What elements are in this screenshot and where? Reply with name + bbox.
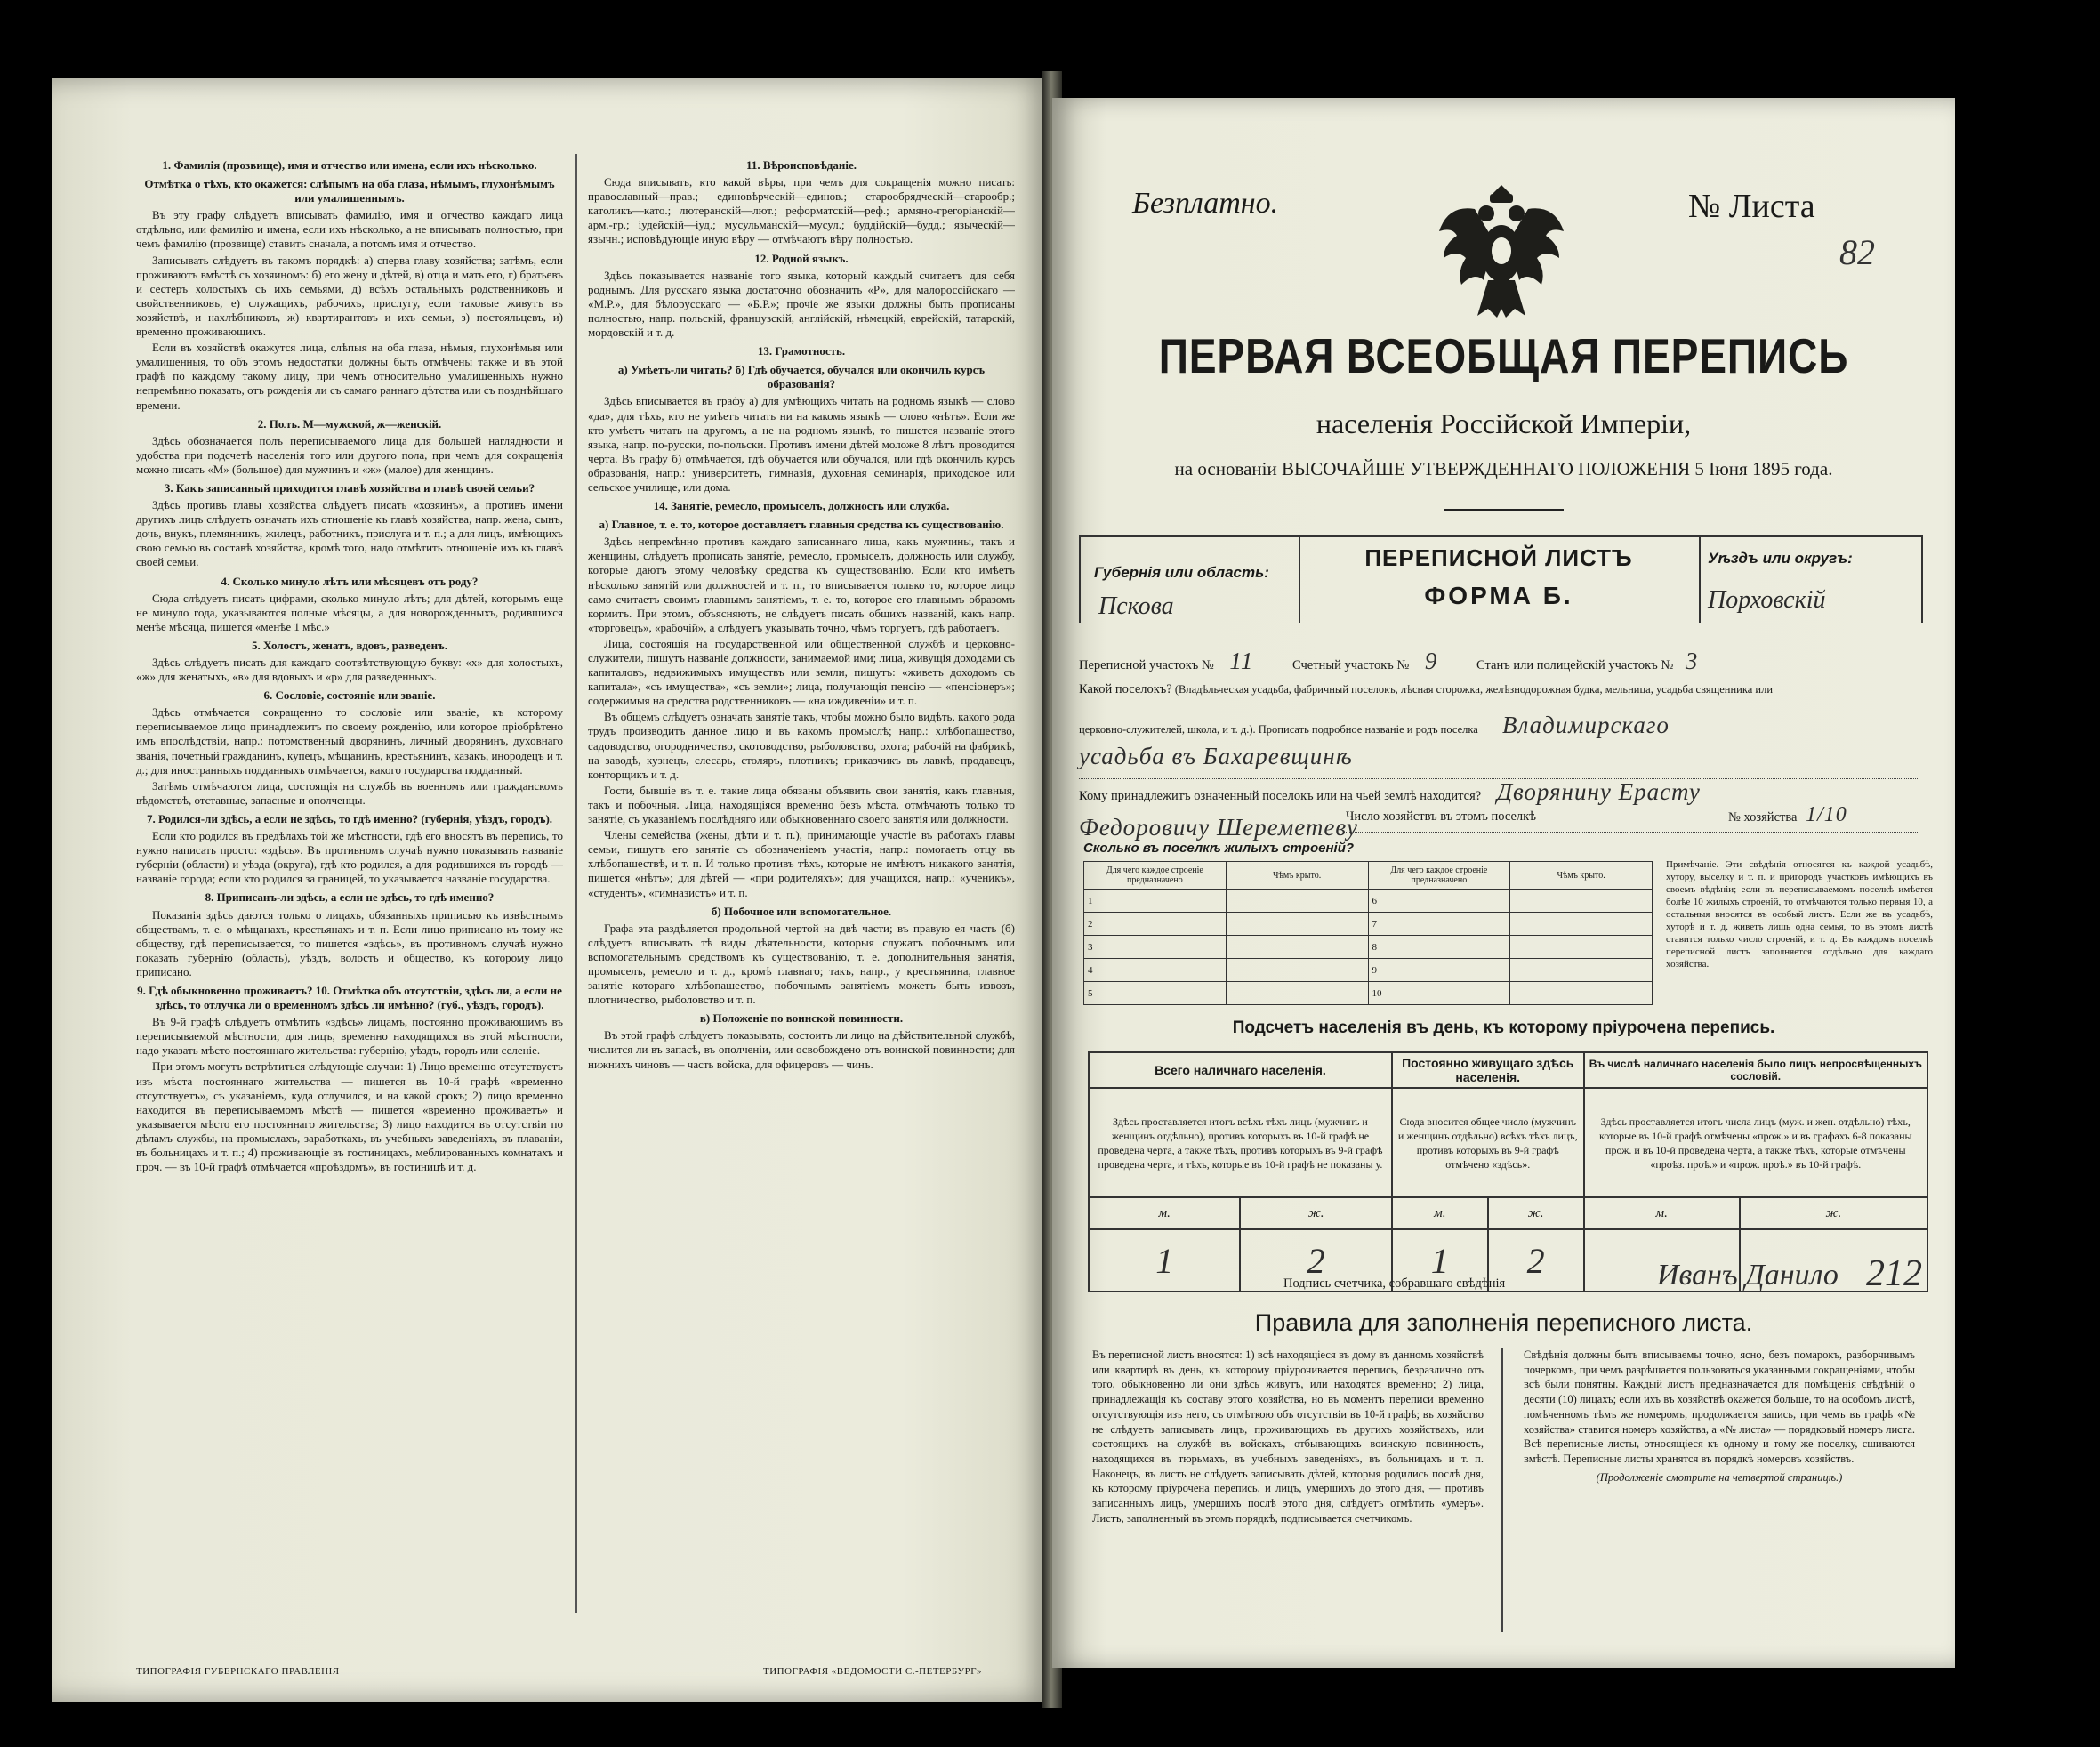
pop-desc-nonresident: Здѣсь проставляется итогъ числа лицъ (муж. и жен. отдѣльно) тѣхъ, которые въ 10-й графѣ отмѣчены «прож.» и въ графахъ 6-8 показаны прож. и въ 10-й проведена черта, а также тѣхъ, которые отмѣчены «проѣз. проѣ.» и «прож. проѣ.» въ 10-й графѣ. <box>1584 1088 1927 1197</box>
struct-row-no: 7 <box>1368 913 1510 936</box>
struct-col-purpose-2: Для чего каждое строеніе предназначено <box>1368 862 1510 890</box>
section-heading: а) Главное, т. е. то, которое доставляетъ главныя средства къ существованію. <box>599 518 1004 532</box>
section-paragraph: Здѣсь отмѣчается сокращенно то сословіе или званіе, къ которому переписываемое лицо принадлежитъ по своему рожденію, или которое пріобрѣтено имъ впослѣдствіи, напр.: потомственный дворянинъ, личный дворянинъ, духовнаго званія, почетный гражданинъ, купецъ, мѣщанинъ, крестьянинъ, казакъ, инородецъ и т. д.; для иностранныхъ подданныхъ отмѣчается, какого государства подданный. <box>136 705 563 777</box>
struct-col-purpose: Для чего каждое строеніе предназначено <box>1084 862 1227 890</box>
count-district-hw: 9 <box>1424 648 1438 674</box>
section-paragraph: Въ этой графѣ слѣдуетъ показывать, состоитъ ли лицо на дѣйствительной службѣ, числится ли въ запасѣ, въ ополченіи, или освобождено отъ воинской повинности; для нижнихъ чиновъ — часть войска, для офицеровъ — чинъ. <box>588 1028 1015 1071</box>
permanent-male-count: 1 <box>1392 1229 1488 1292</box>
pop-col-total: Всего наличнаго населенія. <box>1089 1052 1392 1088</box>
section-heading: 13. Грамотность. <box>757 344 846 358</box>
form-header-box <box>1079 535 1923 623</box>
settlement-note-2: церковно-служителей, школа, и т. д.). Прописать подробное названіе и родъ поселка <box>1079 723 1478 736</box>
structures-note: Примѣчаніе. Эти свѣдѣнія относятся къ каждой усадьбѣ, хутору, выселку и т. п. и пригородъ участковъ имѣющихъ въ своемъ вѣдѣніи; если въ переписываемомъ поселкѣ имѣется болѣе 10 жилыхъ строеній, то отмѣчаются только первыя 10, а остальныя вносятся въ особый листъ. Если же въ усадьбѣ, хуторѣ и т. д. живетъ лишь одна семья, то въ этомъ листѣ ставится только число строеній, и т. д. Въ каждомъ поселкѣ переписной листъ заполняется отдѣльно для каждаго хозяйства. <box>1666 859 1933 970</box>
section-paragraph: Показанія здѣсь даются только о лицахъ, обязанныхъ приписью къ извѣстнымъ обществамъ, т. е. о мѣщанахъ, крестьянахъ и т. п. Если лицо приписано къ тому же обществу, гдѣ переписывается, то пишется «здѣсь», въ противномъ случаѣ нужно показать губернію (область), уѣздъ, волость и общество, къ которому лицо приписано. <box>136 907 563 978</box>
section-heading: 9. Гдѣ обыкновенно проживаетъ? 10. Отмѣтка объ отсутствіи, здѣсь ли, а если не здѣсь, то отлучка ли о временномъ здѣсь ли имѣнно? (губ., уѣздъ, городъ). <box>137 983 562 1012</box>
pop-desc-total: Здѣсь проставляется итогъ всѣхъ тѣхъ лицъ (мужчинъ и женщинъ отдѣльно), противъ которыхъ въ 10-й графѣ не проведена черта, а также тѣхъ, противъ которыхъ въ 9-й графѣ проведена черта, и тѣхъ, которые въ 10-й графѣ не показаны у. <box>1089 1088 1392 1197</box>
settlement-name-hw-2: усадьба въ Бахаревщинѣ <box>1079 743 1353 769</box>
struct-row-no: 10 <box>1368 982 1510 1005</box>
left-page <box>52 78 1052 1702</box>
pop-col-permanent: Постоянно живущаго здѣсь населенія. <box>1392 1052 1584 1088</box>
struct-row-no: 2 <box>1084 913 1227 936</box>
section-paragraph: Здѣсь обозначается полъ переписываемого лица для большей наглядности и удобства при подсчетѣ населенія того или другого пола, при чемъ для сокращенія можно писать «М» (большое) для мужчинъ и «ж» (малое) для женщинъ. <box>136 433 563 476</box>
struct-row-no: 3 <box>1084 936 1227 959</box>
population-table <box>1088 1051 1928 1292</box>
section-heading: 2. Полъ. М—мужской, ж—женскій. <box>257 416 442 431</box>
pop-col-nonresident: Въ числѣ наличнаго населенія было лицъ непросвѣщенныхъ сословій. <box>1584 1052 1927 1088</box>
section-heading: 6. Сословіе, состояніе или званіе. <box>263 688 436 703</box>
section-paragraph: Здѣсь противъ главы хозяйства слѣдуетъ писать «хозяинъ», а противъ имени другихъ лицъ слѣдуетъ означать ихъ отношеніе къ главѣ хозяйства, напр. жена, сынъ, дочь, внукъ, племянникъ, жилецъ, работникъ, прислуга и т. п.; а для лицъ, имѣющихъ свою семью въ составѣ хозяйства, кромѣ того, надо отмѣтить отношеніе ихъ къ главѣ своей семьи. <box>136 498 563 569</box>
section-paragraph: Затѣмъ отмѣчаются лица, состоящія на службѣ въ военномъ или гражданскомъ вѣдомствѣ, отставные, запасные и ополченцы. <box>136 778 563 807</box>
sheet-number-handwritten: 82 <box>1839 232 1875 272</box>
section-paragraph: Здѣсь вписывается въ графу а) для умѣющихъ читать на родномъ языкѣ — слово «да», для тѣхъ, кто не умѣетъ читать ни на какомъ языкѣ — слово «нѣтъ». Если же кто умѣетъ читать на другомъ, а не на родномъ языкѣ, то пишется названіе этого языка, напр. по-русски, по-польски. Противъ имени дѣтей моложе 8 лѣтъ проводится черта. Въ графу б) отмѣчается, гдѣ обучается или обучался, или гдѣ окончилъ курсъ образованія, напр.: университетъ, гимназія, духовная семинарія, приходское или сельское училище, или дома. <box>588 394 1015 494</box>
count-district-label: Счетный участокъ № <box>1292 658 1410 672</box>
owner-hw: Дворянину Ерасту <box>1496 778 1701 805</box>
sex-female-header: ж. <box>1240 1197 1391 1229</box>
guberniya-label: Губернія или область: <box>1094 564 1269 581</box>
left-column-1 <box>136 154 563 1613</box>
section-heading: 12. Родной языкъ. <box>754 251 849 265</box>
footer-printer-left: ТИПОГРАФІЯ ГУБЕРНСКАГО ПРАВЛЕНІЯ <box>136 1666 340 1677</box>
rules-title: Правила для заполненія переписного листа. <box>1254 1309 1753 1336</box>
census-district-hw: 11 <box>1229 648 1254 674</box>
sex-female-header: ж. <box>1488 1197 1584 1229</box>
settlement-note: (Владѣльческая усадьба, фабричный поселокъ, лѣсная сторожка, желѣзнодорожная будка, мельница, усадьба священника или <box>1174 683 1774 696</box>
section-paragraph: Если кто родился въ предѣлахъ той же мѣстности, гдѣ его вносятъ въ перепись, то нужно написать просто: «здѣсь». Въ противномъ случаѣ нужно показывать названіе губерніи (области) и уѣзда (округа), гдѣ кто родился, а для родившихся въ городѣ — названіе города; если кто родился за границей, то указывается названіе государства. <box>136 829 563 886</box>
section-paragraph: При этомъ могутъ встрѣтиться слѣдующіе случаи: 1) Лицо временно отсутствуетъ изъ мѣста постояннаго жительства — пишется въ 10-й графѣ «временно отсутствуетъ», съ указаніемъ, куда отлучился, и на какой срокъ; 2) лицо временно находится въ переписываемомъ мѣстѣ — пишется «временно проживаетъ» и указывается мѣсто его постояннаго жительства; 3) лицо находится въ отсутствіи по дѣламъ службы, на промыслахъ, заработкахъ, въ учебныхъ заведеніяхъ, въ плаваніи, въ больницахъ и т. п.; 4) проживающіе въ гостиницахъ, меблированныхъ комнатахъ и проч. — въ 10-й графѣ отмѣчается «проѣздомъ», въ гостиницѣ и т. д. <box>136 1059 563 1174</box>
settlement-line-3 <box>1079 743 1353 770</box>
section-heading: 11. Вѣроисповѣданіе. <box>746 158 857 172</box>
free-label: Безплатно. <box>1132 187 1279 220</box>
title-rule <box>1444 509 1564 511</box>
section-heading: а) Умѣетъ-ли читать? б) Гдѣ обучается, обучался или окончилъ курсъ образованія? <box>617 363 986 391</box>
section-paragraph: Записывать слѣдуетъ въ такомъ порядкѣ: а) сперва главу хозяйства; затѣмъ, если проживаютъ вмѣстѣ съ хозяиномъ: б) его жену и дѣтей, в) отца и мать его, г) братьевъ и сестеръ холостыхъ съ ихъ семьями, д) всѣхъ остальныхъ родственниковъ и свойственниковъ, е) служащихъ, рабочихъ, прислугу, если таковые живутъ въ хозяйствѣ, и нахлѣбниковъ, ж) квартирантовъ и ихъ семьи, з) постояльцевъ, и) временно проживающихъ. <box>136 253 563 339</box>
enumerator-signature-label: Подпись счетчика, собравшаго свѣдѣнія <box>1283 1276 1506 1291</box>
section-paragraph: Гости, бывшіе въ т. е. такие лица обязаны объявить свои занятія, какъ главныя, такъ и побочныя. Лица, находящіяся временно безъ мѣста, отмѣчаютъ только то занятіе, съ указаніемъ послѣдняго или обыкновеннаго своего занятія или должности. <box>588 783 1015 826</box>
document-title: ПЕРВАЯ ВСЕОБЩАЯ ПЕРЕПИСЬ <box>1158 328 1849 383</box>
rules-column-2 <box>1524 1348 1915 1641</box>
sheet-number-label: № Листа <box>1688 188 1815 225</box>
household-no-hw: 1/10 <box>1806 803 1847 826</box>
uezd-label: Уѣздъ или округъ: <box>1708 550 1853 567</box>
guberniya-handwritten: Пскова <box>1098 592 1174 620</box>
section-paragraph: Въ общемъ слѣдуетъ означать занятіе такъ, чтобы можно было видѣть, какого рода трудъ производитъ данное лицо и въ какомъ промыслѣ; напр.: хлѣбопашество, садоводство, огородничество, скотоводство, рыболовство, охота; рабочій на фабрикѣ, на заводѣ, кузнецъ, слесарь, столяръ, плотникъ; приказчикъ въ лавкѣ, продавецъ, конторщикъ и т. д. <box>588 710 1015 781</box>
right-page <box>1052 98 1955 1668</box>
sex-male-header: м. <box>1392 1197 1488 1229</box>
uezd-handwritten: Порховскій <box>1708 586 1826 614</box>
struct-row-no: 5 <box>1084 982 1227 1005</box>
section-paragraph: Въ 9-й графѣ слѣдуетъ отмѣтить «здѣсь» лицамъ, постоянно проживающимъ въ переписываемой мѣстности; для лицъ, временно находящихся въ этой мѣстности, надо указать мѣсто постояннаго жительства: губернію, уѣздъ, городъ или селеніе. <box>136 1015 563 1058</box>
section-heading: 8. Приписанъ-ли здѣсь, а если не здѣсь, то гдѣ именно? <box>205 890 495 905</box>
owner-hw-2: Федоровичу Шереметеву <box>1079 814 1359 841</box>
section-heading: Отмѣтка о тѣхъ, кто окажется: слѣпымъ на оба глаза, нѣмымъ, глухонѣмымъ или умалишеннымъ. <box>144 177 555 205</box>
settlement-label: Какой поселокъ? <box>1079 682 1172 696</box>
section-heading: 7. Родился-ли здѣсь, а если не здѣсь, то гдѣ именно? (губернія, уѣздъ, городъ). <box>146 811 553 825</box>
section-paragraph: Лица, состоящія на государственной или общественной службѣ и церковно-служители, пишутъ названіе должности, занимаемой ими; лица, живущія доходами съ капиталовъ, недвижимыхъ имуществъ или земли, пишутъ: «живетъ доходомъ съ капитала», «съ имущества», «съ земли»; лица, получающія пенсію — «пенсіонеръ»; содержимыя на средства родственниковъ — «на иждивеніи» и т. п. <box>588 636 1015 708</box>
struct-col-roof: Чѣмъ крыто. <box>1226 862 1368 890</box>
section-heading: 3. Какъ записанный приходится главѣ хозяйства и главѣ своей семьи? <box>164 480 535 495</box>
permanent-female-count: 2 <box>1488 1229 1584 1292</box>
structures-label: Сколько въ поселкѣ жилыхъ строеній? <box>1083 841 1355 856</box>
section-paragraph: Сюда вписывать, кто какой вѣры, при чемъ для сокращенія можно писать: православный—прав.; единовѣрческій—единов.; старообрядческій—старообр.; католикъ—като.; лютеранскій—лют.; реформатскій—реф.; армяно-грегоріанскій—арм.-гр.; іудейскій—іуд.; мусульманскій—мусул.; буддійскій—будд.; языческій—язычн.; исповѣдующіе иную вѣру — отмѣчаютъ вѣру полностью. <box>588 175 1015 246</box>
sex-male-header: м. <box>1584 1197 1740 1229</box>
document-subtitle: населенія Россійской Имперіи, <box>1316 407 1692 439</box>
household-no-label: № хозяйства <box>1728 810 1798 825</box>
form-title: ПЕРЕПИСНОЙ ЛИСТЪ <box>1364 544 1633 571</box>
rules-divider <box>1501 1348 1503 1632</box>
section-paragraph: Здѣсь показывается названіе того языка, который каждый считаетъ для себя роднымъ. Для русскаго языка достаточно обозначить «Р», для малороссійскаго — «М.Р.», для бѣлорусскаго — «Б.Р.»; прочіе же языки должны быть прописаны полностью, напр. польскій, французскій, англійскій, нѣмецкій, еврейскій, татарскій, мордовскій и т. д. <box>588 268 1015 340</box>
district-line <box>1079 648 1698 675</box>
settlement-line <box>1079 682 1773 697</box>
settlement-name-hw: Владимирскаго <box>1501 712 1670 738</box>
total-female-count: 2 <box>1240 1229 1391 1292</box>
section-heading: в) Положеніе по воинской повинности. <box>699 1011 904 1026</box>
left-column-2 <box>588 154 1015 1613</box>
households-line <box>1346 809 1536 825</box>
column-divider <box>575 154 577 1613</box>
form-subtitle: ФОРМА Б. <box>1424 582 1573 609</box>
sex-male-header: м. <box>1089 1197 1240 1229</box>
owner-line-2 <box>1079 814 1358 841</box>
population-heading: Подсчетъ населенія въ день, къ которому пріурочена перепись. <box>1232 1018 1775 1037</box>
rules-continued-note: (Продолженіе смотрите на четвертой страницѣ.) <box>1596 1470 1843 1484</box>
struct-row-no: 9 <box>1368 959 1510 982</box>
owner-line <box>1079 778 1701 806</box>
census-district-label: Переписной участокъ № <box>1079 658 1214 672</box>
structures-table <box>1083 861 1653 1005</box>
total-male-count: 1 <box>1089 1229 1240 1292</box>
rules-text-2: Свѣдѣнія должны быть вписываемы точно, ясно, безъ помарокъ, разборчивымъ почеркомъ, при чемъ разрѣшается пользоваться указанными сокращеніями, чтобы всѣ были понятны. Каждый листъ предназначается для помѣщенія свѣдѣній о десяти (10) лицахъ; если ихъ въ хозяйствѣ окажется больше, то на особомъ листѣ, помѣченномъ тѣмъ же номеромъ, продолжается запись, при чемъ въ графѣ «№ хозяйства» ставится номеръ хозяйства, а «№ листа» — порядковый номеръ листа. Всѣ переписные листы, относящіеся къ одному и тому же поселку, сшиваются вмѣстѣ. Переписные листы хранятся въ порядкѣ номеровъ хозяйствъ. <box>1524 1348 1915 1465</box>
footer-printer-right: ТИПОГРАФІЯ «ВЕДОМОСТИ С.-ПЕТЕРБУРГ» <box>763 1666 982 1677</box>
section-heading: 14. Занятіе, ремесло, промыселъ, должность или служба. <box>653 499 950 513</box>
section-paragraph: Члены семейства (жены, дѣти и т. п.), принимающіе участіе въ работахъ главы семьи, пишутъ его занятіе съ обозначеніемъ участія, напр.: помогаетъ отцу въ хлѣбопашествѣ, и т. п. И только противъ тѣхъ, которые не имѣютъ никакого занятія, пишется «нѣтъ»; для дѣтей — «при родителяхъ»; для учащихся, напр.: «ученикъ», «студентъ», «гимназистъ» и т. п. <box>588 828 1015 899</box>
rules-column-1: Въ переписной листъ вносятся: 1) всѣ находящіеся въ дому въ данномъ хозяйствѣ или квартирѣ въ день, къ которому пріурочивается перепись, безразлично отъ того, обыкновенно ли они здѣсь живутъ, или находятся временно; 2) лица, принадлежащія къ составу этого хозяйства, но въ моментъ переписи временно отсутствующія изъ него, съ отмѣткою объ отсутствіи въ 10-й графѣ; въ хозяйство не слѣдуетъ записывать лицъ, проживающихъ въ другихъ хозяйствахъ, или состоящихъ на службѣ въ войскахъ, отбывающихъ воинскую повинность, находящихся въ тюрьмахъ, въ учебныхъ заведеніяхъ, въ больницахъ и т. п. Наконецъ, въ листъ не слѣдуетъ записывать дѣтей, которыя родились послѣ дня, къ которому пріурочена перепись, и лицъ, умершихъ до этого дня, — противъ записанныхъ лицъ, умершихъ послѣ этого дня, слѣдуетъ отмѣтить «умеръ». Листъ, заполненный въ этомъ порядкѣ, подписывается счетчикомъ. <box>1092 1348 1484 1525</box>
section-paragraph: Если въ хозяйствѣ окажутся лица, слѣпыя на оба глаза, нѣмыя, глухонѣмыя или умалишенныя, то объ этомъ недостатки должны быть отмѣчены также и въ этой графѣ по каждому такому лицу, при чемъ относительно умалишенныхъ нужно непремѣнно показать, отъ рожденія ли съ самаго раннаго дѣтства или съ позднѣйшаго времени. <box>136 341 563 412</box>
struct-col-roof-2: Чѣмъ крыто. <box>1510 862 1653 890</box>
struct-row-no: 8 <box>1368 936 1510 959</box>
section-paragraph: Здѣсь слѣдуетъ писать для каждаго соотвѣтствующую букву: «х» для холостыхъ, «ж» для женатыхъ, «в» для вдовыхъ и «р» для разведенныхъ. <box>136 656 563 684</box>
struct-row-no: 4 <box>1084 959 1227 982</box>
imperial-eagle-emblem <box>1435 178 1568 325</box>
section-paragraph: Здѣсь непремѣнно противъ каждаго записаннаго лица, какъ мужчины, такъ и женщины, слѣдуетъ прописать занятіе, ремесло, промыселъ, должность или службу, которые даютъ этому человѣку средства къ существованію. Если кто имѣетъ нѣсколько занятій или должностей и т. п., то вписывается только то, которое лицо само считаетъ своимъ главнымъ занятіемъ, т. е. то, которое его главнымъ образомъ кормитъ. При этомъ, объясняютъ, не слѣдуетъ писать общихъ названій, какъ напр. «торговецъ», «рабочій», а слѣдуетъ указывать точно, чѣмъ торгуетъ, гдѣ работаетъ. <box>588 535 1015 634</box>
section-paragraph: Графа эта раздѣляется продольной чертой на двѣ части; въ правую ея часть (б) слѣдуетъ вписывать тѣ виды дѣятельности, которыя служатъ побочнымъ или вспомогательнымъ средствомъ къ существованію, т. е. дополнительныя занятія, промыселъ, ремесло и т. д., кромѣ главнаго; такъ, напр., у крестьянина, главное занятіе котораго хлѣбопашество, побочнымъ занятіемъ можетъ быть извозъ, плотничество, рыболовство и т. п. <box>588 921 1015 1007</box>
section-paragraph: Сюда слѣдуетъ писать цифрами, сколько минуло лѣтъ; для дѣтей, которымъ еще не минуло года, указываются полные мѣсяцы, а для новорожденныхъ, родившихся менѣе мѣсяца, пишется «менѣе 1 мѣс.» <box>136 591 563 633</box>
households-label: Число хозяйствъ въ этомъ поселкѣ <box>1346 809 1537 824</box>
section-paragraph: Въ эту графу слѣдуетъ вписывать фамилію, имя и отчество каждаго лица отдѣльно, или фамилію и имена, если ихъ нѣсколько, а не вписывать полностью, при чемъ фамилію (прозвище) ставить сначала, а потомъ имя и отчество. <box>136 208 563 251</box>
section-heading: 5. Холостъ, женатъ, вдовъ, разведенъ. <box>252 638 447 652</box>
police-district-label: Станъ или полицейскій участокъ № <box>1476 658 1674 672</box>
legal-basis: на основаніи ВЫСОЧАЙШЕ УТВЕРЖДЕННАГО ПОЛОЖЕНІЯ 5 Іюня 1895 года. <box>1174 458 1833 479</box>
sex-female-header: ж. <box>1740 1197 1927 1229</box>
section-heading: б) Побочное или вспомогательное. <box>711 904 892 918</box>
enumerator-signature-hw: Иванъ Данило <box>1657 1259 1839 1292</box>
settlement-line-2 <box>1079 712 1670 739</box>
owner-label: Кому принадлежитъ означенный поселокъ или на чьей землѣ находится? <box>1079 789 1482 803</box>
section-heading: 1. Фамилія (прозвище), имя и отчество или имена, если ихъ нѣсколько. <box>162 158 537 172</box>
pop-desc-permanent: Сюда вносится общее число (мужчинъ и женщинъ отдѣльно) всѣхъ тѣхъ лицъ, противъ которыхъ въ 9-й графѣ отмѣчено «здѣсь». <box>1392 1088 1584 1197</box>
section-heading: 4. Сколько минуло лѣтъ или мѣсяцевъ отъ роду? <box>221 574 479 588</box>
struct-row-no: 6 <box>1368 890 1510 913</box>
police-district-hw: 3 <box>1685 648 1699 674</box>
struct-row-no: 1 <box>1084 890 1227 913</box>
household-no-line <box>1728 803 1847 827</box>
margin-number-hw: 212 <box>1866 1253 1922 1294</box>
